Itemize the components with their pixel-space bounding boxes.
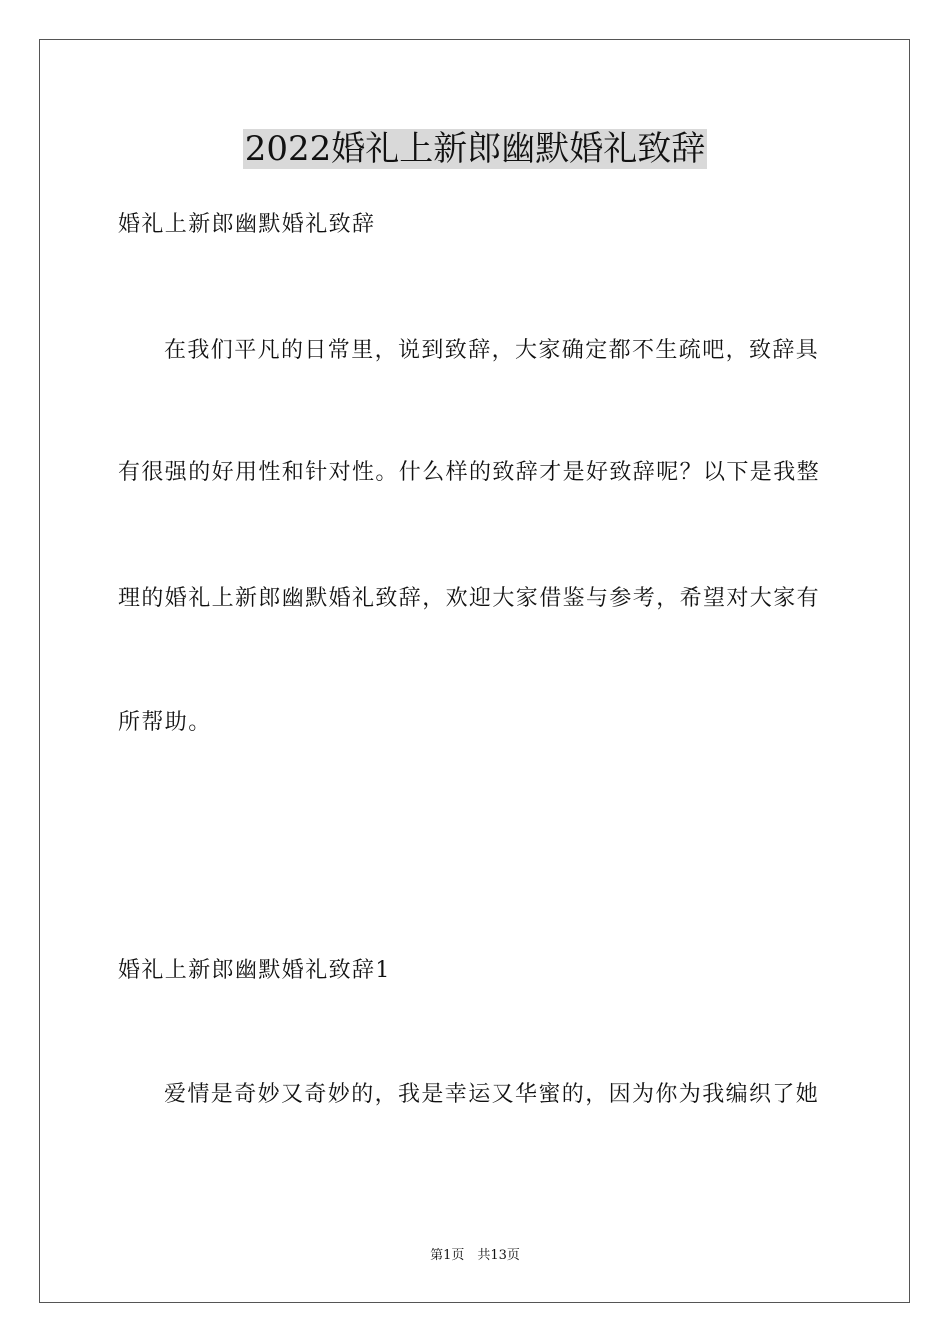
intro-paragraph-line: 在我们平凡的日常里，说到致辞，大家确定都不生疏吧，致辞具: [164, 338, 820, 363]
page-number-footer: 第1页 共13页: [430, 1248, 520, 1263]
document-subtitle: 婚礼上新郎幽默婚礼致辞: [118, 212, 376, 237]
document-title: [0, 126, 950, 172]
intro-paragraph-line: 理的婚礼上新郎幽默婚礼致辞，欢迎大家借鉴与参考，希望对大家有: [118, 586, 821, 611]
section-heading: 婚礼上新郎幽默婚礼致辞1: [118, 958, 391, 983]
document-title-text: 2022婚礼上新郎幽默婚礼致辞: [244, 129, 706, 169]
intro-paragraph-line: 所帮助。: [118, 710, 212, 735]
section-paragraph-line: 爱情是奇妙又奇妙的，我是幸运又华蜜的，因为你为我编织了她: [164, 1082, 820, 1107]
intro-paragraph-line: 有很强的好用性和针对性。什么样的致辞才是好致辞呢？以下是我整: [118, 460, 821, 485]
